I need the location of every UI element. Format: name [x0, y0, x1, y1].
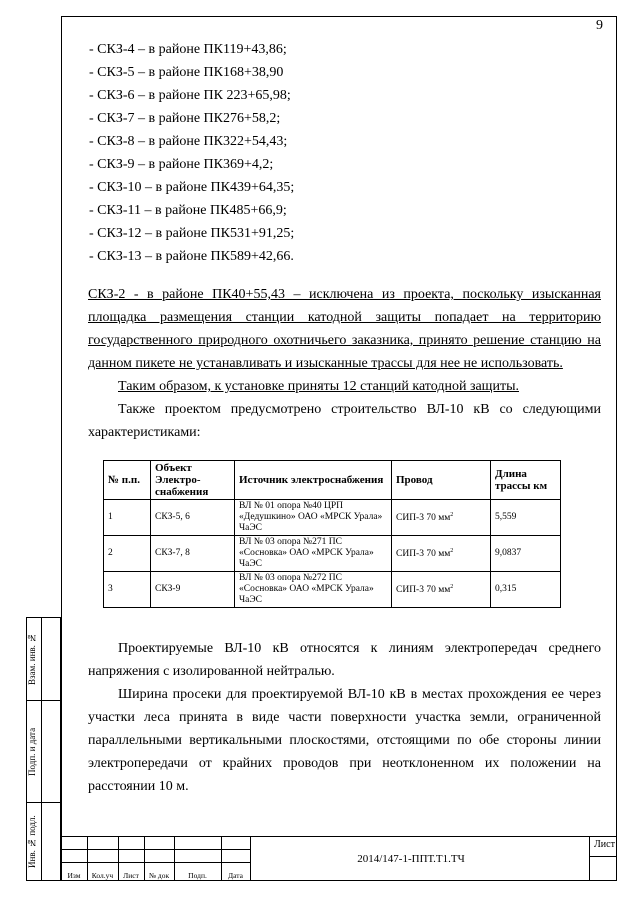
paragraph-excluded: СКЗ-2 - в районе ПК40+55,43 – исключена из проекта, поскольку изысканная площадка размещения станции катодной защиты попадает на территорию государственного природного охотничьего заказника, принято решение станцию на данном пикете не устанавливать и изысканные трассы для нее не использовать.: [88, 287, 601, 371]
header-num: № п.п.: [104, 461, 151, 500]
sheet-label: Лист: [594, 839, 615, 850]
stamp-col-izm: Изм: [67, 871, 81, 880]
cell-source: ВЛ № 03 опора №271 ПС «Сосновка» ОАО «МРСК Урала» ЧаЭС: [235, 536, 392, 572]
stamp-line: [589, 836, 590, 881]
side-divider: [26, 802, 61, 803]
wire-sup: 2: [450, 512, 454, 519]
cell-wire: [392, 572, 491, 608]
wire-sup: 2: [450, 584, 454, 591]
cell-length: 9,0837: [491, 536, 561, 572]
wire-text: СИП-3 70 мм: [396, 549, 451, 560]
list-item: - СКЗ-5 – в районе ПК168+38,90: [89, 65, 284, 80]
cell-object: СКЗ-5, 6: [151, 500, 235, 536]
list-item: - СКЗ-9 – в районе ПК369+4,2;: [89, 157, 274, 172]
header-source: Источник электроснабжения: [235, 461, 392, 500]
paragraph-total: Таким образом, к установке приняты 12 станций катодной защиты.: [118, 379, 519, 394]
list-item: - СКЗ-8 – в районе ПК322+54,43;: [89, 134, 288, 149]
stamp-col-doc: № док: [148, 871, 170, 880]
side-label-inv: Инв. № подл.: [27, 815, 37, 869]
cell-num: 2: [104, 536, 151, 572]
page-number: 9: [596, 18, 603, 33]
wire-text: СИП-3 70 мм: [396, 585, 451, 596]
paragraph-width: Ширина просеки для проектируемой ВЛ-10 кВ в местах прохождения ее через участки леса принята в виде части поверхности участка земли, ограниченной параллельными вертикальными плоскостями, отстоящими по обе стороны линии электропередачи от крайних проводов при неотклоненном их положении на расстоянии 10 м.: [88, 687, 601, 794]
list-item: - СКЗ-12 – в районе ПК531+91,25;: [89, 226, 295, 241]
list-item: - СКЗ-13 – в районе ПК589+42,66.: [89, 249, 294, 264]
table-row: [104, 500, 561, 536]
side-divider: [26, 700, 61, 701]
wire-text: СИП-3 70 мм: [396, 513, 451, 524]
cell-source: ВЛ № 01 опора №40 ЦРП «Дедушкино» ОАО «МРСК Урала» ЧаЭС: [235, 500, 392, 536]
list-item: - СКЗ-11 – в районе ПК485+66,9;: [89, 203, 287, 218]
list-item: - СКЗ-6 – в районе ПК 223+65,98;: [89, 88, 291, 103]
station-list: [89, 38, 294, 268]
cell-length: 0,315: [491, 572, 561, 608]
cell-num: 1: [104, 500, 151, 536]
header-object: Объект Электро-снабжения: [151, 461, 235, 500]
cell-wire: [392, 536, 491, 572]
paragraph-voltage: Проектируемые ВЛ-10 кВ относятся к линиям электропередач среднего напряжения с изолированной нейтралью.: [88, 641, 601, 679]
stamp-col-data: Дата: [228, 871, 243, 880]
list-item: - СКЗ-10 – в районе ПК439+64,35;: [89, 180, 295, 195]
cell-num: 3: [104, 572, 151, 608]
cell-length: 5,559: [491, 500, 561, 536]
table-header-row: [104, 461, 561, 500]
stamp-col-podp: Подп.: [188, 871, 207, 880]
title-block: [61, 836, 617, 881]
list-item: - СКЗ-4 – в районе ПК119+43,86;: [89, 42, 287, 57]
cell-object: СКЗ-9: [151, 572, 235, 608]
cell-source: ВЛ № 03 опора №272 ПС «Сосновка» ОАО «МРСК Урала» ЧаЭС: [235, 572, 392, 608]
wire-sup: 2: [450, 548, 454, 555]
table-row: [104, 536, 561, 572]
list-item: - СКЗ-7 – в районе ПК276+58,2;: [89, 111, 281, 126]
stamp-col-kolvo: Кол.уч: [91, 871, 114, 880]
stamp-line: [589, 856, 617, 857]
document-code: 2014/147-1-ППТ.Т1.ТЧ: [357, 853, 465, 865]
cell-object: СКЗ-7, 8: [151, 536, 235, 572]
cell-wire: [392, 500, 491, 536]
side-label-vzam: Взам. инв. №: [27, 632, 37, 686]
stamp-col-list: Лист: [123, 871, 139, 880]
power-supply-table: [103, 460, 561, 608]
header-wire: Провод: [392, 461, 491, 500]
table-row: [104, 572, 561, 608]
paragraph-vl: Также проектом предусмотрено строительство ВЛ-10 кВ со следующими характеристиками:: [88, 402, 601, 440]
side-label-podp: Подп. и дата: [27, 727, 37, 776]
header-length: Длина трассы км: [491, 461, 561, 500]
